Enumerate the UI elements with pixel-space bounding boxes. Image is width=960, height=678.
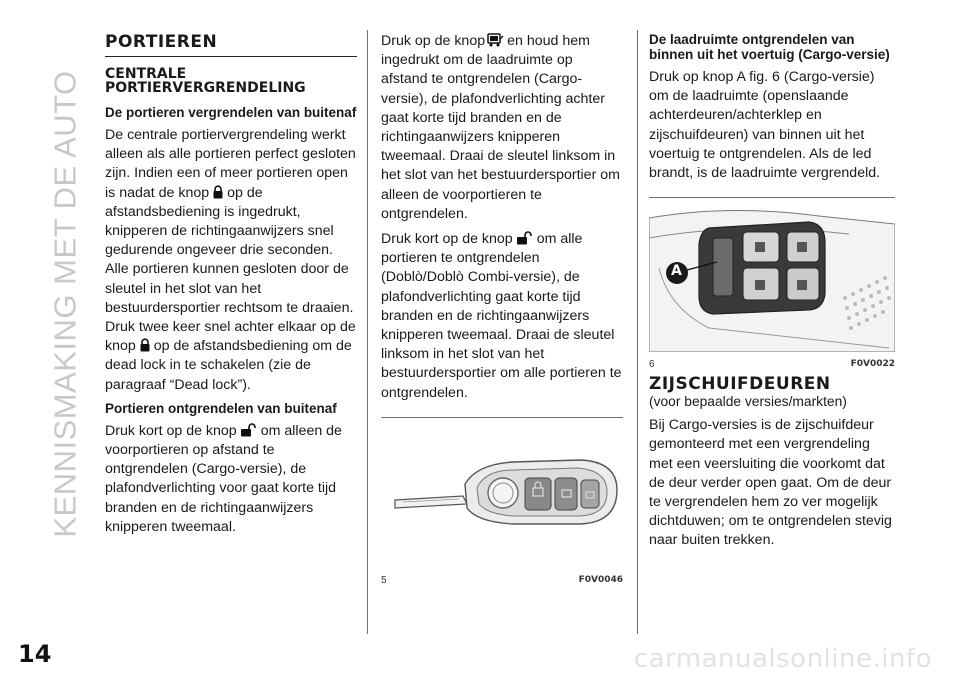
figure-5-code: F0V0046 — [578, 574, 623, 585]
padlock-open-icon — [239, 423, 259, 437]
column-1 — [105, 32, 357, 543]
heading-zijschuifdeuren: ZIJSCHUIFDEUREN — [649, 374, 831, 395]
section-title-vergrendelen: De portieren vergrendelen van buitenaf — [105, 105, 357, 120]
page-number: 14 — [18, 640, 52, 668]
paragraph-laadruimte-afstand: Druk op de knop en houd hem ingedrukt om de laadruimte op afstand te ontgrendelen (Cargo-versie), de plafondverlichting achter gaat korte tijd branden en de richtingaanwijzers knipperen tweemaal. Draai de sleutel linksom in het slot van het bestuurdersportier om alleen de voorportieren te ontgrendelen. — [381, 33, 620, 222]
van-rear-unlock-icon — [487, 33, 505, 47]
section-title-ontgrendelen: Portieren ontgrendelen van buitenaf — [105, 400, 337, 416]
door-switch-illustration — [649, 198, 895, 352]
column-2 — [381, 32, 623, 584]
paragraph-ontgrendelen: Druk kort op de knop om alleen de voorportieren op afstand te ontgrendelen (Cargo-versie), de plafondverlichting voor gaat korte tijd branden en de richtingaanwijzers knipperen tweemaal. — [105, 422, 342, 535]
paragraph-zijschuifdeuren: Bij Cargo-versies is de zijschuifdeur gemonteerd met een vergrendeling met een veersluiting die voorkomt dat de deur verder open gaat. Om de deur te vergrendelen hem zo ver mogelijk dichtduwen; om te ontgrendelen stevig naar buiten trekken. — [649, 417, 892, 549]
side-section-title — [36, 24, 96, 584]
paragraph-vergrendelen: De centrale portiervergrendeling werkt alleen als alle portieren perfect gesloten zijn. Indien een of meer portieren open is nadat de knop op de afstandsbediening is ingedrukt, knipperen de richtingaanwijzers snel gedurende ongeveer drie seconden. Alle portieren kunnen gesloten door de sleutel in het slot van het bestuurdersportier rechtsom te draaien. Druk twee keer snel achter elkaar op de knop op de afstandsbediening om de dead lock in te schakelen (zie de paragraaf “Dead lock”). — [105, 127, 356, 393]
figure-6-label-a: A — [671, 263, 682, 280]
heading-centrale-portiervergrendeling: CENTRALE PORTIERVERGRENDELING — [105, 66, 306, 96]
section-title-laadruimte-binnen: De laadruimte ontgrendelen van binnen uit het voertuig (Cargo-versie) — [649, 32, 890, 62]
figure-5-key-fob — [381, 417, 623, 584]
column-divider-2 — [637, 30, 638, 634]
figure-6-number: 6 — [649, 359, 655, 371]
padlock-closed-icon — [138, 338, 152, 352]
heading-zijschuifdeuren-sub: (voor bepaalde versies/markten) — [649, 394, 847, 410]
figure-5-caption — [381, 575, 623, 586]
padlock-open-icon — [515, 231, 535, 245]
padlock-closed-icon — [211, 185, 225, 199]
figure-6-code: F0V0022 — [850, 359, 895, 370]
column-divider-1 — [367, 30, 368, 634]
key-fob-illustration — [381, 418, 623, 568]
side-section-title-text: KENNISMAKING MET DE AUTO — [48, 70, 84, 538]
watermark: carmanualsonline.info — [633, 644, 932, 674]
figure-6-door-switch — [649, 197, 895, 371]
figure-6-caption — [649, 359, 895, 370]
heading-portieren: PORTIEREN — [105, 32, 357, 57]
column-3 — [649, 32, 895, 557]
paragraph-alle-portieren: Druk kort op de knop om alle portieren te ontgrendelen (Doblò/Doblò Combi-versie), de plafondverlichting gaat korte tijd branden en de richtingaanwijzers knipperen tweemaal. Draai de sleutel linksom in het slot van het bestuurdersportier om alle portieren te ontgrendelen. — [381, 231, 622, 401]
figure-5-number: 5 — [381, 574, 387, 586]
paragraph-laadruimte-binnen: Druk op knop A fig. 6 (Cargo-versie) om de laadruimte (openslaande achterdeuren/achterklep en zijschuifdeuren) van binnen uit het voertuig te ontgrendelen. Als de led brandt, is de laadruimte vergrendeld. — [649, 69, 881, 182]
